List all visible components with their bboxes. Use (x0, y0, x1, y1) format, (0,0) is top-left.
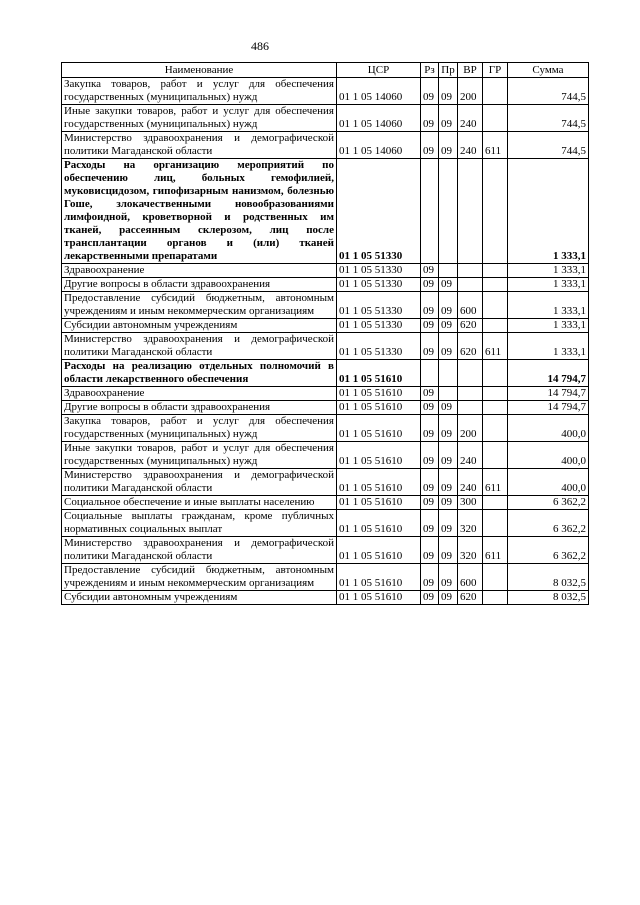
cell-csr: 01 1 05 51330 (337, 264, 421, 278)
cell-csr: 01 1 05 51330 (337, 319, 421, 333)
cell-name: Социальное обеспечение и иные выплаты населению (62, 496, 337, 510)
cell-gr (483, 105, 508, 132)
cell-vr: 320 (458, 510, 483, 537)
cell-pr: 09 (439, 591, 458, 605)
cell-vr: 300 (458, 496, 483, 510)
cell-gr (483, 360, 508, 387)
cell-rz: 09 (421, 564, 439, 591)
cell-vr: 200 (458, 415, 483, 442)
cell-gr (483, 510, 508, 537)
table-row (62, 105, 589, 132)
cell-name: Министерство здравоохранения и демографической политики Магаданской области (62, 333, 337, 360)
cell-csr: 01 1 05 51610 (337, 537, 421, 564)
cell-name: Здравоохранение (62, 264, 337, 278)
cell-vr (458, 278, 483, 292)
cell-sum: 744,5 (508, 132, 589, 159)
cell-name: Субсидии автономным учреждениям (62, 319, 337, 333)
cell-vr: 200 (458, 78, 483, 105)
cell-csr: 01 1 05 51330 (337, 292, 421, 319)
cell-csr: 01 1 05 51610 (337, 469, 421, 496)
cell-name: Закупка товаров, работ и услуг для обеспечения государственных (муниципальных) нужд (62, 78, 337, 105)
cell-rz: 09 (421, 105, 439, 132)
header-vr: ВР (458, 63, 483, 78)
cell-csr: 01 1 05 51330 (337, 333, 421, 360)
cell-csr: 01 1 05 51610 (337, 415, 421, 442)
cell-vr (458, 387, 483, 401)
cell-sum: 400,0 (508, 415, 589, 442)
cell-vr: 600 (458, 292, 483, 319)
cell-sum: 1 333,1 (508, 278, 589, 292)
cell-gr (483, 564, 508, 591)
cell-pr: 09 (439, 469, 458, 496)
table-row (62, 591, 589, 605)
table-row (62, 564, 589, 591)
cell-vr (458, 264, 483, 278)
cell-gr (483, 319, 508, 333)
cell-name: Расходы на реализацию отдельных полномочий в области лекарственного обеспечения (62, 360, 337, 387)
cell-gr (483, 278, 508, 292)
cell-rz: 09 (421, 292, 439, 319)
cell-csr: 01 1 05 51610 (337, 401, 421, 415)
table-row (62, 401, 589, 415)
cell-gr (483, 496, 508, 510)
budget-table (61, 62, 589, 605)
cell-rz: 09 (421, 591, 439, 605)
cell-gr (483, 159, 508, 264)
cell-name: Субсидии автономным учреждениям (62, 591, 337, 605)
cell-rz (421, 159, 439, 264)
cell-vr: 320 (458, 537, 483, 564)
cell-rz: 09 (421, 496, 439, 510)
cell-sum: 400,0 (508, 442, 589, 469)
cell-vr: 240 (458, 442, 483, 469)
cell-pr: 09 (439, 333, 458, 360)
table-row (62, 333, 589, 360)
table-row (62, 510, 589, 537)
cell-rz: 09 (421, 510, 439, 537)
cell-rz: 09 (421, 469, 439, 496)
cell-csr: 01 1 05 51610 (337, 360, 421, 387)
header-name: Наименование (62, 63, 337, 78)
cell-csr: 01 1 05 14060 (337, 105, 421, 132)
cell-name: Другие вопросы в области здравоохранения (62, 401, 337, 415)
cell-sum: 6 362,2 (508, 496, 589, 510)
table-row (62, 415, 589, 442)
cell-csr: 01 1 05 51610 (337, 591, 421, 605)
cell-rz: 09 (421, 537, 439, 564)
cell-sum: 14 794,7 (508, 387, 589, 401)
cell-pr: 09 (439, 537, 458, 564)
cell-gr (483, 415, 508, 442)
cell-rz (421, 360, 439, 387)
cell-csr: 01 1 05 51610 (337, 496, 421, 510)
cell-gr (483, 292, 508, 319)
table-row (62, 537, 589, 564)
cell-name: Здравоохранение (62, 387, 337, 401)
cell-gr (483, 442, 508, 469)
header-gr: ГР (483, 63, 508, 78)
cell-vr: 600 (458, 564, 483, 591)
table-row (62, 387, 589, 401)
cell-pr: 09 (439, 415, 458, 442)
cell-pr: 09 (439, 105, 458, 132)
cell-name: Другие вопросы в области здравоохранения (62, 278, 337, 292)
cell-gr (483, 591, 508, 605)
cell-csr: 01 1 05 14060 (337, 78, 421, 105)
cell-pr: 09 (439, 319, 458, 333)
cell-rz: 09 (421, 264, 439, 278)
cell-pr (439, 264, 458, 278)
table-row (62, 496, 589, 510)
cell-name: Расходы на организацию мероприятий по обеспечению лиц, больных гемофилией, муковисцидозом, гипофизарным нанизмом, болезнью Гоше, злокачественными новообразованиями лимфоидной, кроветворной и родственных им тканей, рассеянным склерозом, лиц после трансплантации органов и (или) тканей лекарственными препаратами (62, 159, 337, 264)
cell-gr: 611 (483, 469, 508, 496)
cell-pr: 09 (439, 132, 458, 159)
table-row (62, 78, 589, 105)
cell-vr: 620 (458, 591, 483, 605)
header-sum: Сумма (508, 63, 589, 78)
cell-csr: 01 1 05 51610 (337, 564, 421, 591)
cell-gr: 611 (483, 333, 508, 360)
cell-pr (439, 387, 458, 401)
cell-gr (483, 78, 508, 105)
cell-name: Иные закупки товаров, работ и услуг для обеспечения государственных (муниципальных) нужд (62, 105, 337, 132)
cell-pr: 09 (439, 496, 458, 510)
cell-sum: 744,5 (508, 105, 589, 132)
cell-sum: 8 032,5 (508, 591, 589, 605)
cell-sum: 744,5 (508, 78, 589, 105)
header-rz: Рз (421, 63, 439, 78)
cell-vr: 620 (458, 319, 483, 333)
cell-sum: 400,0 (508, 469, 589, 496)
cell-sum: 6 362,2 (508, 537, 589, 564)
cell-name: Закупка товаров, работ и услуг для обеспечения государственных (муниципальных) нужд (62, 415, 337, 442)
header-row (62, 63, 589, 78)
cell-vr: 620 (458, 333, 483, 360)
cell-pr: 09 (439, 278, 458, 292)
cell-pr: 09 (439, 510, 458, 537)
cell-sum: 8 032,5 (508, 564, 589, 591)
cell-name: Предоставление субсидий бюджетным, автономным учреждениям и иным некоммерческим организациям (62, 292, 337, 319)
cell-pr: 09 (439, 401, 458, 415)
cell-vr (458, 360, 483, 387)
cell-gr (483, 264, 508, 278)
cell-pr (439, 159, 458, 264)
cell-pr: 09 (439, 564, 458, 591)
cell-name: Министерство здравоохранения и демографической политики Магаданской области (62, 469, 337, 496)
table-row (62, 278, 589, 292)
header-csr: ЦСР (337, 63, 421, 78)
cell-name: Предоставление субсидий бюджетным, автономным учреждениям и иным некоммерческим организациям (62, 564, 337, 591)
cell-pr (439, 360, 458, 387)
cell-rz: 09 (421, 319, 439, 333)
cell-gr (483, 401, 508, 415)
cell-gr: 611 (483, 537, 508, 564)
cell-name: Иные закупки товаров, работ и услуг для обеспечения государственных (муниципальных) нужд (62, 442, 337, 469)
cell-rz: 09 (421, 132, 439, 159)
table-row (62, 132, 589, 159)
cell-rz: 09 (421, 401, 439, 415)
table-row (62, 360, 589, 387)
cell-sum: 1 333,1 (508, 319, 589, 333)
cell-name: Министерство здравоохранения и демографической политики Магаданской области (62, 132, 337, 159)
cell-rz: 09 (421, 442, 439, 469)
cell-rz: 09 (421, 278, 439, 292)
table-row (62, 292, 589, 319)
cell-vr (458, 159, 483, 264)
table-body (62, 78, 589, 605)
header-pr: Пр (439, 63, 458, 78)
cell-name: Министерство здравоохранения и демографической политики Магаданской области (62, 537, 337, 564)
cell-rz: 09 (421, 333, 439, 360)
cell-sum: 1 333,1 (508, 333, 589, 360)
table-row (62, 442, 589, 469)
cell-sum: 14 794,7 (508, 360, 589, 387)
cell-rz: 09 (421, 78, 439, 105)
cell-sum: 1 333,1 (508, 264, 589, 278)
table-row (62, 264, 589, 278)
cell-csr: 01 1 05 51610 (337, 442, 421, 469)
cell-gr: 611 (483, 132, 508, 159)
cell-vr: 240 (458, 469, 483, 496)
page-number: 486 (251, 39, 269, 53)
cell-vr: 240 (458, 132, 483, 159)
cell-csr: 01 1 05 51330 (337, 278, 421, 292)
cell-rz: 09 (421, 387, 439, 401)
cell-vr (458, 401, 483, 415)
cell-pr: 09 (439, 292, 458, 319)
cell-csr: 01 1 05 51610 (337, 510, 421, 537)
cell-sum: 1 333,1 (508, 292, 589, 319)
cell-sum: 1 333,1 (508, 159, 589, 264)
table-row (62, 469, 589, 496)
cell-name: Социальные выплаты гражданам, кроме публичных нормативных социальных выплат (62, 510, 337, 537)
cell-vr: 240 (458, 105, 483, 132)
table-row (62, 159, 589, 264)
cell-pr: 09 (439, 442, 458, 469)
table-row (62, 319, 589, 333)
cell-csr: 01 1 05 51610 (337, 387, 421, 401)
cell-rz: 09 (421, 415, 439, 442)
cell-pr: 09 (439, 78, 458, 105)
cell-sum: 14 794,7 (508, 401, 589, 415)
cell-gr (483, 387, 508, 401)
cell-sum: 6 362,2 (508, 510, 589, 537)
cell-csr: 01 1 05 14060 (337, 132, 421, 159)
cell-csr: 01 1 05 51330 (337, 159, 421, 264)
